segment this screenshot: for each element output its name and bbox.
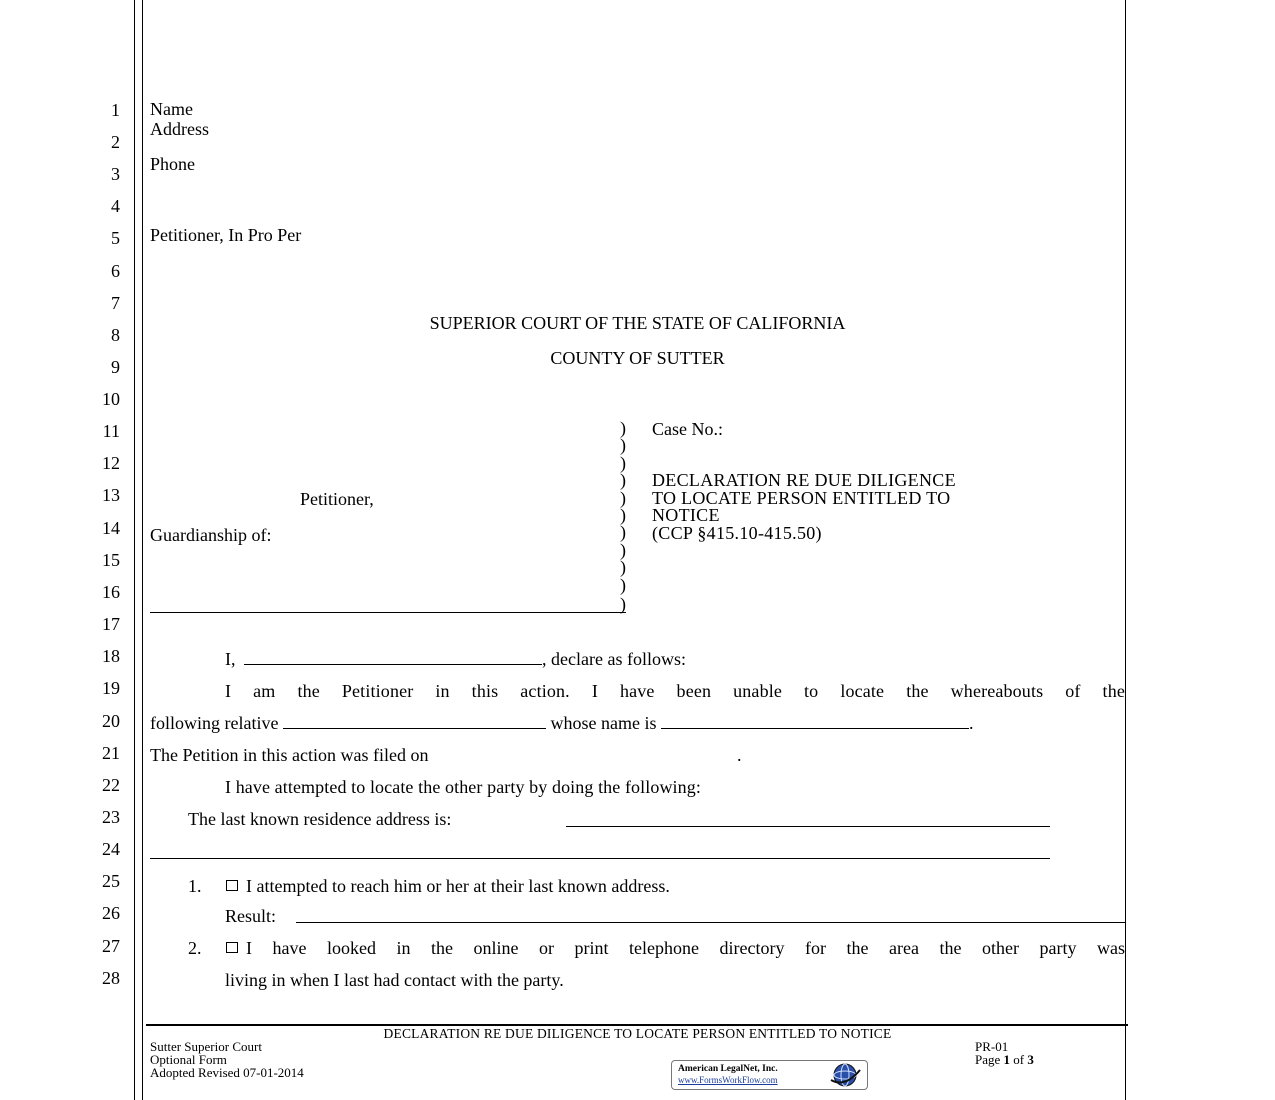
line-number: 4 xyxy=(111,196,120,216)
line-number: 22 xyxy=(102,775,120,795)
document-title xyxy=(652,472,956,542)
line-number: 26 xyxy=(102,903,120,923)
declare-start: I, xyxy=(225,649,236,669)
line-number: 10 xyxy=(102,389,120,409)
item1-text: I attempted to reach him or her at their last known address. xyxy=(246,876,670,896)
caption-paren: ) xyxy=(620,575,626,595)
footer-adopted: Adopted Revised 07-01-2014 xyxy=(150,1065,304,1080)
last-known-label: The last known residence address is: xyxy=(188,809,452,829)
line-number: 28 xyxy=(102,968,120,988)
line-number: 16 xyxy=(102,582,120,602)
american-legalnet-logo[interactable] xyxy=(671,1060,868,1090)
whose-name-label: whose name is xyxy=(550,713,657,733)
case-number-label: Case No.: xyxy=(652,419,723,439)
line-number: 25 xyxy=(102,871,120,891)
para1-line1: I am the Petitioner in this action. I have been unable to locate the whereabouts of the xyxy=(225,681,1125,701)
line-number: 9 xyxy=(111,357,120,377)
document-title-line: NOTICE xyxy=(652,505,720,525)
caption-paren: ) xyxy=(620,435,626,455)
line-number: 1 xyxy=(111,100,120,120)
margin-line-inner xyxy=(142,0,143,1100)
line-number: 19 xyxy=(102,678,120,698)
caption-paren: ) xyxy=(620,470,626,490)
margin-line-right xyxy=(1125,0,1126,1100)
line-number: 2 xyxy=(111,132,120,152)
caption-paren: ) xyxy=(620,418,626,438)
party-address: Address xyxy=(150,119,209,139)
item1 xyxy=(226,876,670,897)
para1-line2 xyxy=(150,713,973,734)
item2-line2: living in when I last had contact with the party. xyxy=(225,970,564,990)
footer-title: DECLARATION RE DUE DILIGENCE TO LOCATE PERSON ENTITLED TO NOTICE xyxy=(383,1026,892,1041)
relative-name-field[interactable] xyxy=(661,714,969,729)
line-number: 23 xyxy=(102,807,120,827)
line-number: 11 xyxy=(102,421,120,441)
relative-label: following relative xyxy=(150,713,279,733)
page-total: 3 xyxy=(1027,1052,1034,1067)
petition-filed-period: . xyxy=(737,745,742,765)
line-number: 13 xyxy=(102,485,120,505)
line-number: 21 xyxy=(102,743,120,763)
relative-field[interactable] xyxy=(283,714,546,729)
line-number: 6 xyxy=(111,261,120,281)
attempted-statement: I have attempted to locate the other party by doing the following: xyxy=(225,777,701,797)
caption-paren: ) xyxy=(620,557,626,577)
line-number: 15 xyxy=(102,550,120,570)
line-number: 7 xyxy=(111,293,120,313)
line-number: 12 xyxy=(102,453,120,473)
caption-guardianship: Guardianship of: xyxy=(150,525,272,545)
party-name: Name xyxy=(150,99,193,119)
item1-number: 1. xyxy=(188,876,202,896)
line-number: 18 xyxy=(102,646,120,666)
petition-filed-label: The Petition in this action was filed on xyxy=(150,745,429,765)
line-number: 24 xyxy=(102,839,120,859)
declarant-statement xyxy=(225,649,686,670)
item2-text: I have looked in the online or print telephone directory for the area the other party was xyxy=(246,938,1125,958)
footer-court: Sutter Superior Court xyxy=(150,1039,262,1054)
footer-right xyxy=(975,1040,1034,1066)
line-number: 27 xyxy=(102,936,120,956)
document-title-line: (CCP §415.10-415.50) xyxy=(652,522,822,543)
line-number: 14 xyxy=(102,518,120,538)
declarant-name-field[interactable] xyxy=(244,650,542,665)
court-name: SUPERIOR COURT OF THE STATE OF CALIFORNIA xyxy=(429,313,846,333)
result-field[interactable] xyxy=(296,922,1125,923)
caption-paren: ) xyxy=(620,488,626,508)
item1-checkbox[interactable] xyxy=(226,880,238,891)
logo-url[interactable]: www.FormsWorkFlow.com xyxy=(678,1075,778,1085)
caption-paren: ) xyxy=(620,505,626,525)
footer-optional: Optional Form xyxy=(150,1052,227,1067)
last-known-address-field[interactable] xyxy=(566,826,1050,827)
globe-icon xyxy=(827,1062,863,1088)
line-number: 20 xyxy=(102,711,120,731)
line-number: 5 xyxy=(111,228,120,248)
last-known-address-field-2[interactable] xyxy=(150,858,1050,859)
caption-paren: ) xyxy=(620,453,626,473)
form-number: PR-01 xyxy=(975,1039,1009,1054)
item2-checkbox[interactable] xyxy=(226,942,238,953)
page-mid: of xyxy=(1010,1052,1028,1067)
caption-paren: ) xyxy=(620,594,626,614)
margin-line-outer xyxy=(134,0,135,1100)
footer-left xyxy=(150,1040,304,1079)
party-phone: Phone xyxy=(150,154,195,174)
document-title-line: TO LOCATE PERSON ENTITLED TO xyxy=(652,487,951,508)
caption-petitioner: Petitioner, xyxy=(300,489,374,509)
page-indicator xyxy=(975,1053,1034,1066)
line-number: 3 xyxy=(111,164,120,184)
period: . xyxy=(968,713,974,733)
caption-bottom-rule xyxy=(150,612,626,613)
page-number: 1 xyxy=(1003,1052,1011,1067)
result-label: Result: xyxy=(225,906,277,926)
caption-paren: ) xyxy=(620,540,626,560)
line-number: 17 xyxy=(102,614,120,634)
declare-end: , declare as follows: xyxy=(542,649,686,669)
item2-number: 2. xyxy=(188,938,202,958)
line-number: 8 xyxy=(111,325,120,345)
court-county: COUNTY OF SUTTER xyxy=(550,348,725,368)
document-title-line: DECLARATION RE DUE DILIGENCE xyxy=(652,470,956,490)
item2-line1 xyxy=(226,938,1125,959)
caption-paren: ) xyxy=(620,522,626,542)
page-prefix: Page xyxy=(975,1052,1004,1067)
petitioner-pro-per: Petitioner, In Pro Per xyxy=(150,225,302,245)
logo-company: American LegalNet, Inc. xyxy=(678,1064,778,1074)
